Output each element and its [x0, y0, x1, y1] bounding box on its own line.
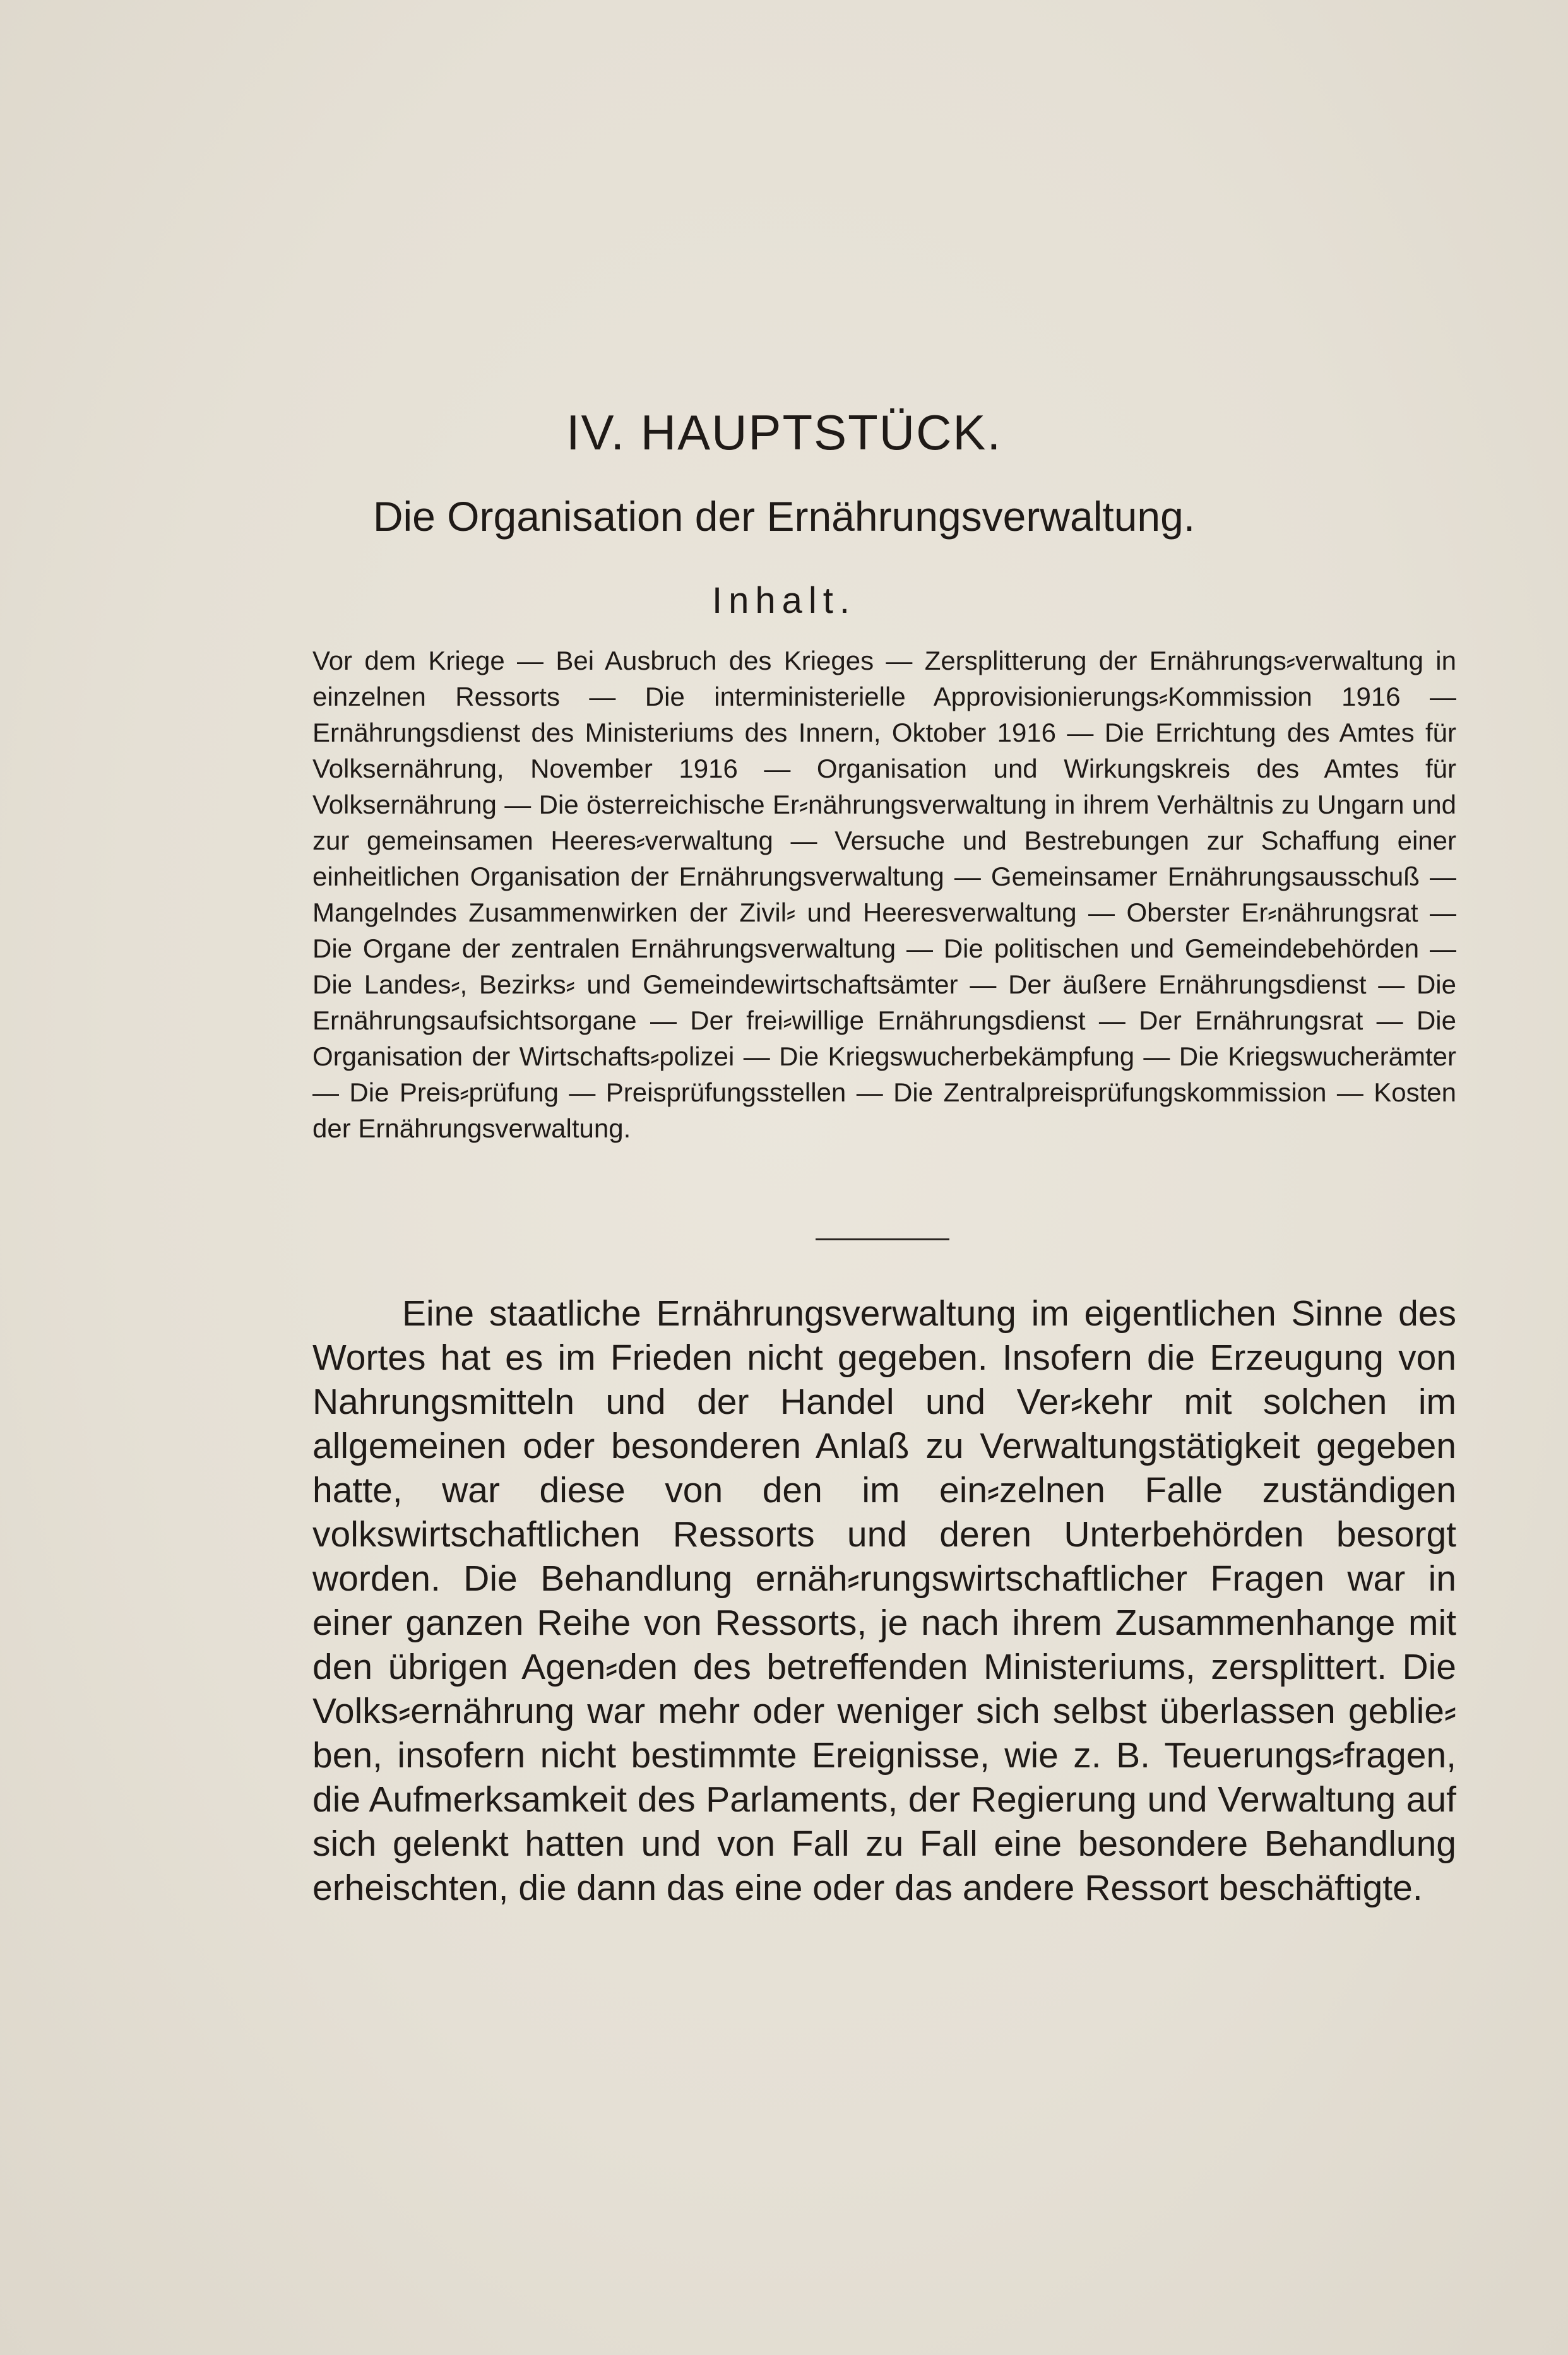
- body-paragraph: Eine staatliche Ernährungsverwaltung im eigentlichen Sinne des Wortes hat es im Frieden nicht gegeben. Insofern die Erzeugung von Nahrungsmitteln und der Handel und Ver⸗kehr mit solchen im allgemeinen oder besonderen Anlaß zu Verwaltungstätigkeit gegeben hatte, war diese von den im ein⸗zelnen Falle zuständigen volkswirtschaftlichen Ressorts und deren Unterbehörden besorgt worden. Die Behandlung ernäh⸗rungswirtschaftlicher Fragen war in einer ganzen Reihe von Ressorts, je nach ihrem Zusammenhange mit den übrigen Agen⸗den des betreffenden Ministeriums, zersplittert. Die Volks⸗ernährung war mehr oder weniger sich selbst überlassen geblie⸗ben, insofern nicht bestimmte Ereignisse, wie z. B. Teuerungs⸗fragen, die Aufmerksamkeit des Parlaments, der Regierung und Verwaltung auf sich gelenkt hatten und von Fall zu Fall eine besondere Behandlung erheischten, die dann das eine oder das andere Ressort beschäftigte.: [312, 1293, 1456, 1908]
- section-divider: [816, 1238, 949, 1240]
- contents-label: Inhalt.: [712, 580, 856, 621]
- contents-summary: Vor dem Kriege — Bei Ausbruch des Krieges — Zersplitterung der Ernährungs⸗verwaltung in einzelnen Ressorts — Die interministerielle Approvisionierungs⸗Kommission 1916 — Ernährungsdienst des Ministeriums des Innern, Oktober 1916 — Die Errichtung des Amtes für Volksernährung, November 1916 — Organisation und Wirkungskreis des Amtes für Volksernährung — Die österreichische Er⸗nährungsverwaltung in ihrem Verhältnis zu Ungarn und zur gemeinsamen Heeres⸗verwaltung — Versuche und Bestrebungen zur Schaffung einer einheitlichen Organisation der Ernährungsverwaltung — Gemeinsamer Ernährungsausschuß — Mangelndes Zusammenwirken der Zivil⸗ und Heeresverwaltung — Oberster Er⸗nährungsrat — Die Organe der zentralen Ernährungsverwaltung — Die politischen und Gemeindebehörden — Die Landes⸗, Bezirks⸗ und Gemeindewirtschaftsämter — Der äußere Ernährungsdienst — Die Ernährungsaufsichtsorgane — Der frei⸗willige Ernährungsdienst — Der Ernährungsrat — Die Organisation der Wirtschafts⸗polizei — Die Kriegswucherbekämpfung — Die Kriegswucherämter — Die Preis⸗prüfung — Preisprüfungsstellen — Die Zentralpreisprüfungskommission — Kosten der Ernährungsverwaltung.: [312, 646, 1456, 1143]
- chapter-heading: IV. HAUPTSTÜCK.: [566, 405, 1002, 460]
- chapter-title: Die Organisation der Ernährungsverwaltung.: [372, 493, 1196, 540]
